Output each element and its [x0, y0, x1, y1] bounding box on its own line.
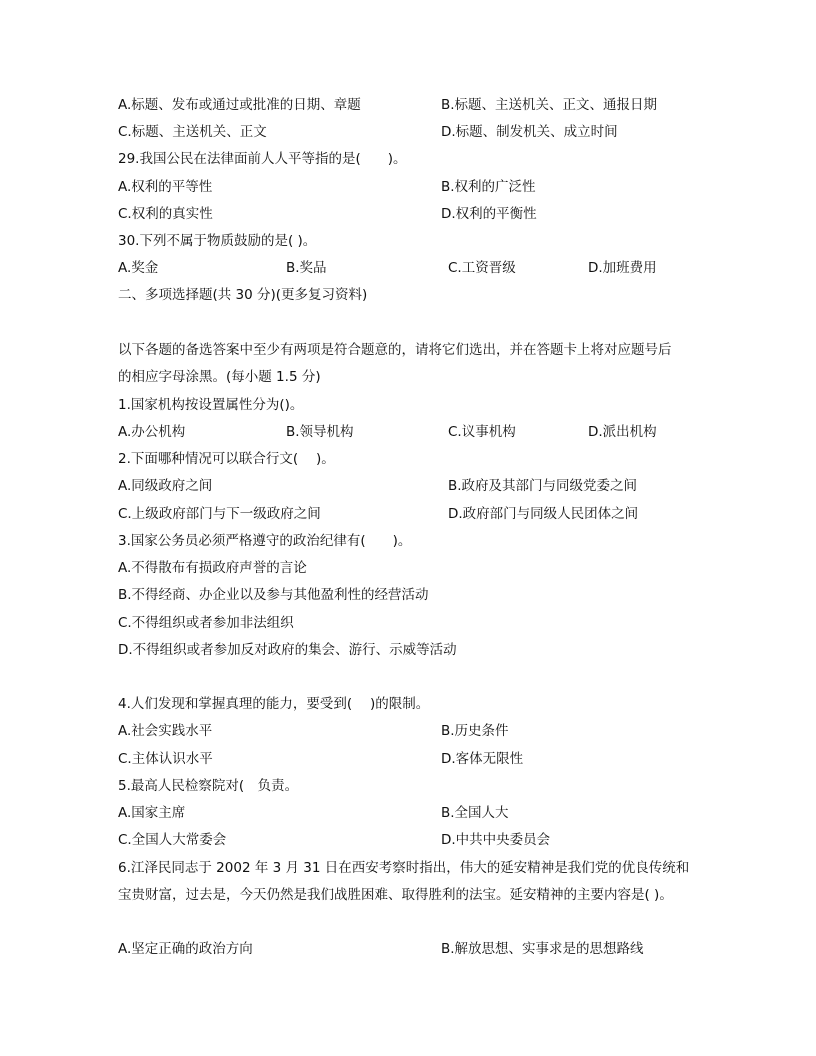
m4-option-c: C.主体认识水平 — [118, 751, 213, 767]
q30-option-a: A.奖金 — [118, 260, 159, 276]
q30-stem: 30.下列不属于物质鼓励的是( )。 — [118, 233, 317, 249]
q29-option-b: B.权利的广泛性 — [441, 179, 536, 195]
m1-stem: 1.国家机构按设置属性分为()。 — [118, 397, 304, 413]
m5-option-c: C.全国人大常委会 — [118, 832, 227, 848]
m3-option-d: D.不得组织或者参加反对政府的集会、游行、示威等活动 — [118, 642, 457, 658]
section2-title: 二、多项选择题(共 30 分)(更多复习资料) — [118, 287, 368, 303]
m5-option-d: D.中共中央委员会 — [441, 832, 551, 848]
q28-option-c: C.标题、主送机关、正文 — [118, 124, 267, 140]
m2-option-d: D.政府部门与同级人民团体之间 — [448, 506, 639, 522]
m2-stem: 2.下面哪种情况可以联合行文( )。 — [118, 451, 335, 467]
q29-option-d: D.权利的平衡性 — [441, 206, 537, 222]
section2-instruction: 以下各题的备选答案中至少有两项是符合题意的，请将它们选出，并在答题卡上将对应题号后 — [118, 342, 672, 358]
m3-option-b: B.不得经商、办企业以及参与其他盈利性的经营活动 — [118, 587, 429, 603]
q29-stem: 29.我国公民在法律面前人人平等指的是( )。 — [118, 151, 407, 167]
m6-stem: 6.江泽民同志于 2002 年 3 月 31 日在西安考察时指出，伟大的延安精神是我们党的优良传统和 — [118, 860, 690, 876]
m6-option-b: B.解放思想、实事求是的思想路线 — [441, 941, 644, 957]
m1-option-c: C.议事机构 — [448, 424, 516, 440]
q30-option-b: B.奖品 — [286, 260, 327, 276]
m3-stem: 3.国家公务员必须严格遵守的政治纪律有( )。 — [118, 533, 412, 549]
m4-option-b: B.历史条件 — [441, 723, 509, 739]
q28-option-d: D.标题、制发机关、成立时间 — [441, 124, 618, 140]
m6-option-a: A.坚定正确的政治方向 — [118, 941, 253, 957]
section2-instruction-cont: 的相应字母涂黑。(每小题 1.5 分) — [118, 369, 321, 385]
q28-option-b: B.标题、主送机关、正文、通报日期 — [441, 97, 658, 113]
m5-option-a: A.国家主席 — [118, 805, 186, 821]
m1-option-d: D.派出机构 — [588, 424, 657, 440]
q30-option-d: D.加班费用 — [588, 260, 657, 276]
q29-option-a: A.权利的平等性 — [118, 179, 213, 195]
m1-option-a: A.办公机构 — [118, 424, 186, 440]
m2-option-a: A.同级政府之间 — [118, 478, 213, 494]
m3-option-a: A.不得散布有损政府声誉的言论 — [118, 560, 307, 576]
q29-option-c: C.权利的真实性 — [118, 206, 213, 222]
m3-option-c: C.不得组织或者参加非法组织 — [118, 615, 294, 631]
q28-option-a: A.标题、发布或通过或批准的日期、章题 — [118, 97, 361, 113]
m4-option-a: A.社会实践水平 — [118, 723, 213, 739]
m6-stem-cont: 宝贵财富，过去是，今天仍然是我们战胜困难、取得胜利的法宝。延安精神的主要内容是( )。 — [118, 887, 673, 903]
m4-stem: 4.人们发现和掌握真理的能力，要受到( )的限制。 — [118, 696, 430, 712]
m5-option-b: B.全国人大 — [441, 805, 509, 821]
m2-option-c: C.上级政府部门与下一级政府之间 — [118, 506, 321, 522]
m5-stem: 5.最高人民检察院对( 负责。 — [118, 778, 299, 794]
m1-option-b: B.领导机构 — [286, 424, 354, 440]
m2-option-b: B.政府及其部门与同级党委之间 — [448, 478, 638, 494]
q30-option-c: C.工资晋级 — [448, 260, 516, 276]
m4-option-d: D.客体无限性 — [441, 751, 524, 767]
